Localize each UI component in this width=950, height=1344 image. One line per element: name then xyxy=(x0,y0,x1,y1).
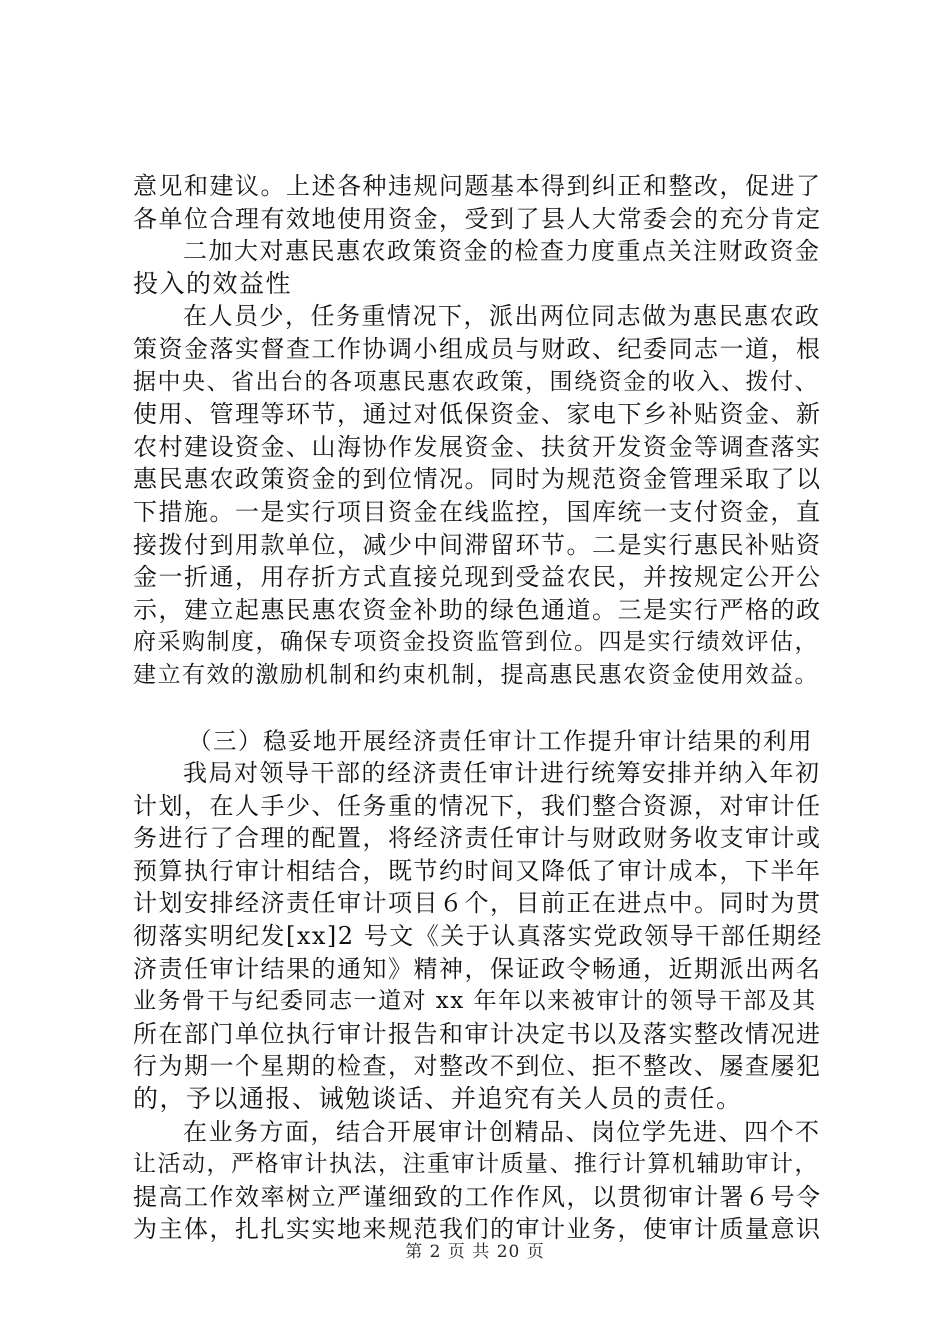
paragraph-line: 提高工作效率树立严谨细致的工作作风，以贯彻审计署６号令 xyxy=(133,1182,822,1211)
paragraph-line: 各单位合理有效地使用资金，受到了县人大常委会的充分肯定 xyxy=(133,204,822,233)
paragraph-line: 计划安排经济责任审计项目６个，目前正在进点中。同时为贯 xyxy=(133,889,822,918)
paragraph-line: 我局对领导干部的经济责任审计进行统筹安排并纳入年初 xyxy=(183,759,821,788)
paragraph-line: 惠民惠农政策资金的到位情况。同时为规范资金管理采取了以 xyxy=(133,465,822,494)
section-heading: 二加大对惠民惠农政策资金的检查力度重点关注财政资金 xyxy=(183,237,821,266)
paragraph-line: 在人员少，任务重情况下，派出两位同志做为惠民惠农政 xyxy=(183,302,821,331)
paragraph-line: 业务骨干与纪委同志一道对 xx 年年以来被审计的领导干部及其 xyxy=(133,988,817,1015)
paragraph-line: 府采购制度，确保专项资金投资监管到位。四是实行绩效评估， xyxy=(133,629,819,656)
paragraph-line: 务进行了合理的配置，将经济责任审计与财政财务收支审计或 xyxy=(133,824,822,853)
section-heading: （三）稳妥地开展经济责任审计工作提升审计结果的利用 xyxy=(188,726,813,755)
page-number-footer: 第 2 页 共 20 页 xyxy=(405,1242,545,1262)
document-body xyxy=(133,170,823,1246)
paragraph-line: 接拨付到用款单位，减少中间滞留环节。二是实行惠民补贴资 xyxy=(133,530,822,559)
paragraph-line: 策资金落实督查工作协调小组成员与财政、纪委同志一道，根 xyxy=(133,334,822,363)
paragraph-line: 在业务方面，结合开展审计创精品、岗位学先进、四个不 xyxy=(183,1117,821,1146)
paragraph-line: 所在部门单位执行审计报告和审计决定书以及落实整改情况进 xyxy=(133,1019,822,1048)
paragraph-line: 据中央、省出台的各项惠民惠农政策，围绕资金的收入、拨付、 xyxy=(133,368,819,395)
paragraph-line: 行为期一个星期的检查，对整改不到位、拒不整改、屡查屡犯 xyxy=(133,1052,822,1081)
paragraph-line: 让活动，严格审计执法，注重审计质量、推行计算机辅助审计， xyxy=(133,1151,819,1178)
paragraph-line: 金一折通，用存折方式直接兑现到受益农民，并按规定公开公 xyxy=(133,563,822,592)
paragraph-line: 的，予以通报、诫勉谈话、并追究有关人员的责任。 xyxy=(133,1084,743,1114)
paragraph-line: 意见和建议。上述各种违规问题基本得到纠正和整改，促进了 xyxy=(133,172,822,200)
paragraph-gap xyxy=(133,692,823,725)
paragraph-line: 济责任审计结果的通知》精神，保证政令畅通，近期派出两名 xyxy=(133,954,822,983)
paragraph-line: 计划，在人手少、任务重的情况下，我们整合资源，对审计任 xyxy=(133,791,822,820)
paragraph-line: 彻落实明纪发[xx]2 号文《关于认真落实党政领导干部任期经 xyxy=(133,922,823,951)
paragraph-line: 示，建立起惠民惠农资金补助的绿色通道。三是实行严格的政 xyxy=(133,595,822,624)
paragraph-line: 农村建设资金、山海协作发展资金、扶贫开发资金等调查落实 xyxy=(133,432,822,461)
paragraph-line: 为主体，扎扎实实地来规范我们的审计业务，使审计质量意识 xyxy=(133,1215,822,1244)
paragraph-line: 预算执行审计相结合，既节约时间又降低了审计成本，下半年 xyxy=(133,856,822,885)
paragraph-line: 使用、管理等环节，通过对低保资金、家电下乡补贴资金、新 xyxy=(133,400,822,429)
paragraph-line: 建立有效的激励机制和约束机制，提高惠民惠农资金使用效益。 xyxy=(133,661,819,688)
paragraph-line: 下措施。一是实行项目资金在线监控，国库统一支付资金，直 xyxy=(133,497,822,526)
section-heading-continued: 投入的效益性 xyxy=(133,268,293,298)
